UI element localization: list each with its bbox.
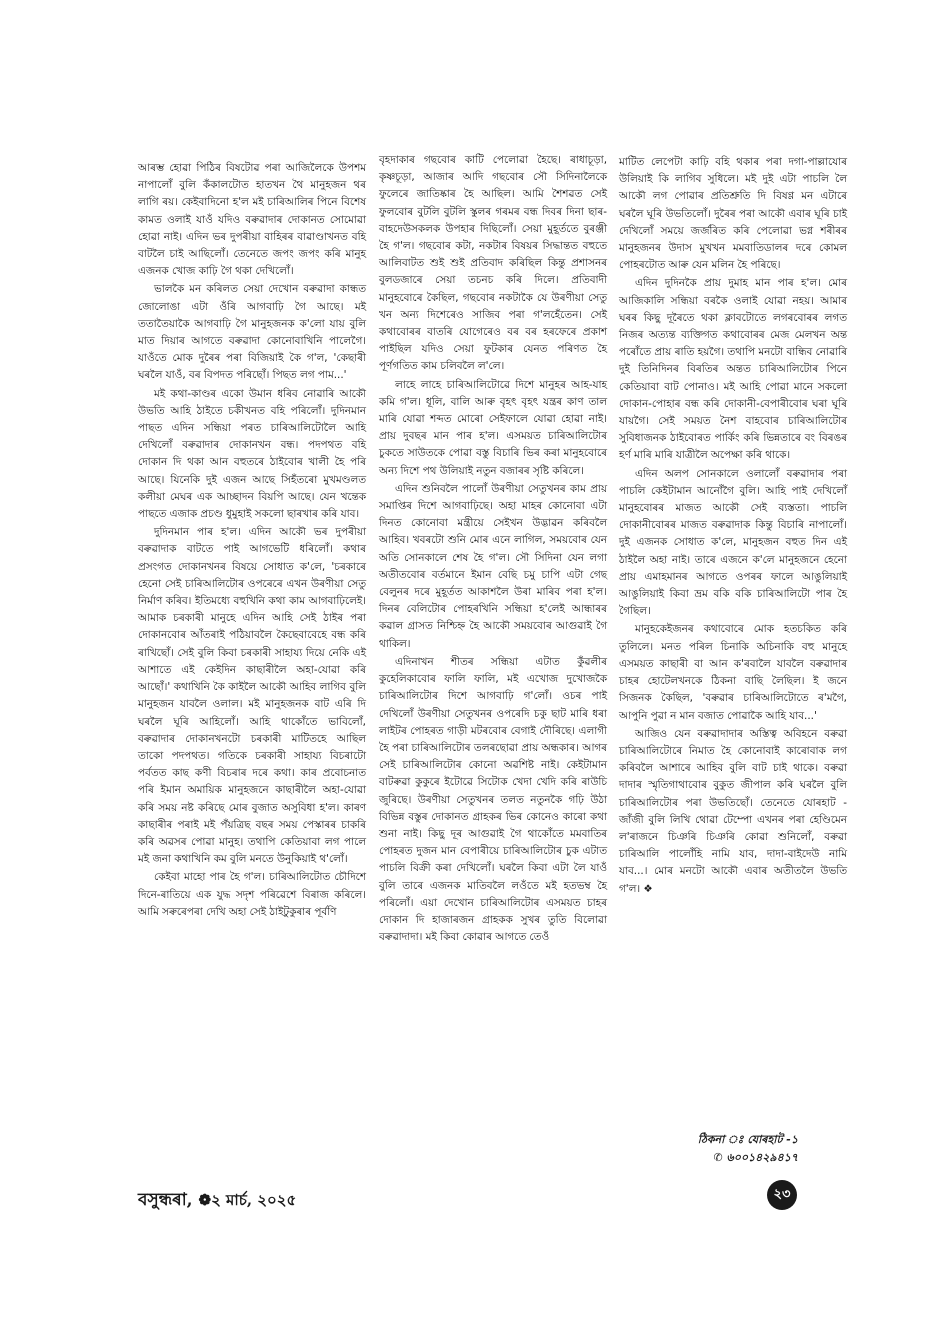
paragraph: ভালকৈ মন কৰিলত সেয়া দেখোন বৰুৱাদা কান্ধত জোলোঙা এটা ওঁৰি আগবাঢ়ি গৈ আছে। মই ততাতৈয়াকৈ আগবাঢ়ি গৈ মানুহজনক ক'লো যায় বুলি মাত দিয়াৰ আগতে বৰুৱাদা কোনোবাখিনি পালেগৈ। যাওঁতে মোক দুৰৈৰ পৰা বিজিয়াই কৈ গ'ল, 'কেছাৰী ঘৰলৈ যাওঁ, বৰ বিপদত পৰিছোঁ। পিছত লগ পাম...' (138, 283, 366, 382)
paragraph: এদিন শুনিবলৈ পালোঁ উৰণীয়া সেতুখনৰ কাম প্ৰায় সমাপ্তিৰ দিশে আগবাঢ়িছে। অহা মাহৰ কোনোবা এটা দিনত কোনোবা মন্ত্ৰীয়ে সেইখন উদ্ভাৱন কৰিবলৈ আহিব। খবৰটো শুনি মোৰ এনে লাগিল, সময়বোৰ যেন অতি সোনকালে শেষ হৈ গ'ল। সৌ সিদিনা যেন লগা অতীতবোৰ বৰ্তমানে ইমান বেছি চমু চাপি এটা গেছ বেলুনৰ দৰে মুহূৰ্তত আকাশলৈ উৰা মাৰিব পৰা হ'ল। দিনৰ বেলিটোৰ পোহৰখিনি সন্ধিয়া হ'লেই আন্ধাৰৰ কৱাল গ্ৰাসত নিশ্চিহ্ন হৈ আকৌ সময়বোৰ আগুৱাই গৈ থাকিল। (379, 482, 607, 650)
issue-date: ❁২ মাৰ্চ, ২০২৫ (198, 1191, 297, 1209)
magazine-name: বসুন্ধৰা, (138, 1190, 193, 1210)
author-address: ঠিকনা ঃ যোৰহাট -১ (697, 1133, 798, 1146)
paragraph: এদিন দুদিনকৈ প্ৰায় দুমাহ মান পাৰ হ'ল। মোৰ আজিকালি সন্ধিয়া বৰকৈ ওলাই যোৱা নহয়। আমাৰ ঘৰৰ কিছু দূৰৈতে থকা ক্লাবটোতে লগৰবোৰৰ লগত নিজৰ অত্যন্ত ব্যক্তিগত কথাবোৰৰ মেজ মেলখন অন্ত পৰোঁতে প্ৰায় ৰাতি হয়গৈ। তথাপি মনটো বান্ধিব নোৱাৰি দুই তিনিদিনৰ বিৰতিৰ অন্তত চাৰিআলিটোৰ পিনে কেতিয়াবা বাট পোনাও। মই আহি পোৱা মানে সকলো দোকান-পোহাৰ বন্ধ কৰি দোকানী-বেপাৰীবোৰ ঘৰা ঘূৰি যায়গৈ। সেই সময়ত নৈশ বাহবোৰ চাৰিআলিটোৰ সুবিধাজনক ঠাইবোৰত পাৰ্কিং কৰি ভিন্নতাৰে বং বিৰঙৰ হৰ্ণ মাৰি মাৰি যাত্ৰীলৈ অপেক্ষা কৰি থাকে। (619, 277, 847, 462)
paragraph: এদিন অলপ সোনকালে ওলালোঁ বৰুৱাদাৰ পৰা পাচলি কেইটামান আনোঁগৈ বুলি। আহি পাই দেখিলোঁ মানুহবোৰৰ মাজত আকৌ সেই ব্যস্ততা। পাচলি দোকানীবোৰৰ মাজত বৰুৱাদাক কিন্তু বিচাৰি নাপালোঁ। দুই এজনক সোধাত ক'লে, মানুহজন বহুত দিন এই ঠাইলৈ অহা নাই। তাৰে এজনে ক'লে মানুহজনে হেনো প্ৰায় এমাহমানৰ আগতে ওপৰৰ ফালে আঙুলিয়াই আঙুলিয়াই কিবা ভ্ৰম বকি বকি চাৰিআলিটো পাৰ হৈ গৈছিল। (619, 467, 847, 618)
author-phone: ✆ ৬০০১৪২৯৪১৭ (713, 1151, 798, 1164)
paragraph: বৃহদাকাৰ গছবোৰ কাটি পেলোৱা হৈছে। ৰাধাচূড়া, কৃষ্ণচূড়া, আজাৰ আদি গছবোৰ সৌ সিদিনালৈকে ফুলেৰে জাতিষ্কাৰ হৈ আছিল। আমি শৈশৱত সেই ফুলবোৰ বুটলি বুটলি স্কুলৰ গৰমৰ বন্ধ দিবৰ দিনা ছাৰ-বাহদেউসকলক উপহাৰ দিছিলোঁ। সেয়া মুহূৰ্ততে বুৰঞ্জী হৈ গ'ল। গছবোৰ কটা, নকটাৰ বিষয়ৰ সিদ্ধান্তত বহুতে আলিবাটত শুই শুই প্ৰতিবাদ কৰিছিল কিন্তু প্ৰশাসনৰ বুলডজাৰে সেয়া তচনচ কৰি দিলে। প্ৰতিবাদী মানুহবোৰে কৈছিল, গছবোৰ নকটাকৈ যে উৰণীয়া সেতু খন অন্য দিশেৰেও সাজিব পৰা গ'লহেঁতেন। সেই কথাবোৰৰ বাতৰি যোগেৰেও বৰ বৰ হৰফেৰে প্ৰকাশ পাইছিল যদিও সেয়া ফুটকাৰ যেনত পৰিণত হৈ পূৰ্ণগতিত কাম চলিবলৈ ল'লে। (379, 154, 607, 373)
page-footer (138, 1187, 296, 1215)
paragraph: কেইবা মাহো পাৰ হৈ গ'ল। চাৰিআলিটোত চৌদিশে দিনে-ৰাতিয়ে এক যুদ্ধ সদৃশ পৰিৱেশে বিৰাজ কৰিলে। আমি সৰুৰেপৰা দেখি অহা সেই ঠাইটুকুৰাৰ পূৰ্বণি (138, 871, 366, 918)
paragraph: মানুহকেইজনৰ কথাবোৰে মোক হতচকিত কৰি তুলিলে। মনত পৰিল চিনাকি অচিনাকি বহু মানুহে এসময়ত কাছাৰী বা আন ক'ৰবালৈ যাবলৈ বৰুৱাদাৰ চাহৰ হোটেলখনকে ঠিকনা বাছি লৈছিল। ই জনে সিজনক কৈছিল, 'বৰুৱাৰ চাৰিআলিটোতে ৰ'মগৈ, আপুনি পুৱা ন মান বজাত পোৱাকৈ আহি যাব...' (619, 623, 847, 722)
paragraph: মাটিত লেপেটা কাঢ়ি বহি থকাৰ পৰা দগা-পাল্লাযোৰ উলিয়াই কি লাগিব সুধিলে। মই দুই এটা পাচলি লৈ আকৌ লগ পোৱাৰ প্ৰতিশ্ৰুতি দি বিষণ্ণ মন এটাৰে ঘৰলৈ ঘূৰি উভতিলোঁ। দুৰৈৰ পৰা আকৌ এবাৰ ঘূৰি চাই দেখিলোঁ সময়ে জৰ্জৰিত কৰি পেলোৱা ভগ্ন শৰীৰৰ মানুহজনৰ উদাস মুখখন মমবাতিডালৰ দৰে কোমল পোহৰটোত আৰু যেন মলিন হৈ পৰিছে। (619, 156, 847, 272)
paragraph: আৰম্ভ হোৱা পিঠিৰ বিষটোৱ পৰা আজিলৈকে উপশম নাপালোঁ বুলি কঁকালটোত হাতখন থৈ মানুহজন থৰ লাগি ৰয়। কেইবাদিনো হ'ল মই চাৰিআলিৰ পিনে বিশেষ কামত ওলাই যাওঁ যদিও বৰুৱাদাৰ দোকানত সোমোৱা হোৱা নাই। এদিন ভৰ দুপৰীয়া বাহিৰৰ বাৱাণ্ডাখনত বহি বাটলৈ চাই আছিলোঁ। তেনেতে জপং জপং কৰি মানুহ এজনক খোজ কাঢ়ি গৈ থকা দেখিলোঁ। (138, 162, 366, 278)
paragraph: দুদিনমান পাৰ হ'ল। এদিন আকৌ ভৰ দুপৰীয়া বৰুৱাদাক বাটতে পাই আগভেটি ধৰিলোঁ। কথাৰ প্ৰসংগত দোকানখনৰ বিষয়ে সোধাত ক'লে, 'চৰকাৰে হেনো সেই চাৰিআলিটোৰ ওপৰেৰে এখন উৰণীয়া সেতু নিৰ্মাণ কৰিব। ইতিমধ্যে বহুখিনি কথা কাম আগবাঢ়িলেই। আমাক চৰকাৰী মানুহে এদিন আহি সেই ঠাইৰ পৰা দোকানবোৰ আঁতৰাই পঠিয়াবলৈ কৈছেবাবেহে বন্ধ কৰি ৰাখিছোঁ। সেই বুলি কিবা চৰকাৰী সাহায্য দিয়ে নেকি এই আশাতে এই কেইদিন কাছাৰীলৈ অহা-যোৱা কৰি আছোঁ।' কথাখিনি কৈ কাইলৈ আকৌ আহিব লাগিব বুলি মানুহজন যাবলৈ ওলাল। মই মানুহজনক বাট এৰি দি ঘৰলৈ ঘূৰি আহিলোঁ। আহি থাকোঁতে ভাবিলোঁ, বৰুৱাদাৰ দোকানখনটো চৰকাৰী মাটিতহে আছিল তাকো পদপথত। গতিকে চৰকাৰী সাহায্য বিচৰাটো পৰ্বতত কাছ কণী বিচৰাৰ দৰে কথা। কাৰ প্ৰবোচনাত পৰি ইমান অমায়িক মানুহজনে কাছাৰীলৈ অহা-যোৱা কৰি সময় নষ্ট কৰিছে মোৰ বুজাত অসুবিধা হ'ল। কাৰণ কাছাৰীৰ পৰাই মই পঁয়ত্ৰিছ বছৰ সময় পেস্কাৰৰ চাকৰি কৰি অৱসৰ পোৱা মানুহ। তথাপি কেতিয়াবা লগ পালে মই জনা কথাখিনি কম বুলি মনতে উনুকিয়াই থ'লোঁ। (138, 526, 366, 866)
text-column-2 (379, 152, 607, 946)
paragraph: লাহে লাহে চাৰিআলিটোৱে দিশে মানুহৰ আহ-যাহ কমি গ'ল। ধূলি, বালি আৰু বৃহৎ বৃহৎ যন্ত্ৰৰ কাণ তাল মাৰি যোৱা শব্দত মোৰো সেইফালে যোৱা হোৱা নাই। প্ৰায় দুবছৰ মান পাৰ হ'ল। এসময়ত চাৰিআলিটোৰ চুকতে সাউতকে পোৱা বস্তু বিচাৰি ভিৰ কৰা মানুহবোৰে অন্য দিশে পথ উলিয়াই নতুন বজাৰৰ সৃষ্টি কৰিলে। (379, 378, 607, 477)
page-number: ২৩ (767, 1180, 797, 1210)
text-column-3 (619, 154, 847, 898)
paragraph: এদিনাখন শীতৰ সন্ধিয়া এটাত কুঁৱলীৰ কুহেলিকাবোৰ ফালি ফালি, মই এখোজ দুখোজকৈ চাৰিআলিটোৰ দিশে আগবাঢ়ি গ'লোঁ। ওচৰ পাই দেখিলোঁ উৰণীয়া সেতুখনৰ ওপৰেদি চকু ছাট মাৰি ধৰা লাইটৰ পোহৰত গাড়ী মটৰবোৰ বেগাই দৌৰিছে। এলাগী হৈ পৰা চাৰিআলিটোৰ তলৰছোৱা প্ৰায় অন্ধকাৰ। আগৰ সেই চাৰিআলিটোৰ কোনো অৱশিষ্ট নাই। কেইটামান বাটৰুৱা কুকুৰে ইটোৱে সিটোক খেদা খেদি কৰি ৰাউচি জুৰিছে। উৰণীয়া সেতুখনৰ তলত নতুনকৈ গঢ়ি উঠা বিভিন্ন বস্তুৰ দোকানত গ্ৰাহকৰ ভিৰ কোনেও কাৰো কথা শুনা নাই। কিছু দূৰ আগুৱাই গৈ থাকোঁতে মমবাতিৰ পোহৰত দুজন মান বেপাৰীয়ে চাৰিআলিটোৰ চুক এটাত পাচলি বিক্ৰী কৰা দেখিলোঁ। ঘৰলৈ কিবা এটা লৈ যাওঁ বুলি তাৰে এজনক মাতিবলৈ লওঁতে মই হতভম্ব হৈ পৰিলোঁ। এয়া দেখোন চাৰিআলিটোৰ এসময়ত চাহৰ দোকান দি হাজাৰজন গ্ৰাহকক সুখৰ তুতি বিলোৱা বৰুৱাদাদা। মই কিবা কোৱাৰ আগতে তেওঁ (379, 655, 607, 944)
text-column-1 (138, 160, 366, 921)
paragraph: মই কথা-কাণ্ডৰ একো উমান ধৰিব নোৱাৰি আকৌ উভতি আহি ঠাইতে চকীখনত বহি পৰিলোঁ। দুদিনমান পাছত এদিন সন্ধিয়া পৰত চাৰিআলিটোলৈ আহি দেখিলোঁ বৰুৱাদাৰ দোকানখন বন্ধ। পদপথত বহি দোকান দি থকা আন বহুতৰে ঠাইবোৰ খালী হৈ পৰি আছে। যিনেকি দুই এজন আছে সিহঁতৰো মুখমণ্ডলত কলীয়া মেঘৰ এক আচ্ছাদন বিয়পি আছে। যেন খন্তেক পাছতে এজাক প্ৰচণ্ড ধুমুহাই সকলো ছাৰখাৰ কৰি যাব। (138, 387, 366, 521)
paragraph: আজিও যেন বৰুৱাদাদাৰ অস্তিত্ব অবিহনে বৰুৱা চাৰিআলিটোৰে নিমাত হৈ কোনোবাই কাৰোবাক লগ কৰিবলৈ আশাৰে আহিব বুলি বাট চাই থাকে। বৰুৱা দাদাৰ স্মৃতিগাথাবোৰ বুকুত জীপাল কৰি ঘৰলৈ বুলি চাৰিআলিটোৰ পৰা উভতিছোঁ। তেনেতে যোৰহাট - জাঁজী বুলি লিখি থোৱা টেম্পো এখনৰ পৰা হেণ্ডিমেন ল'ৰাজনে চিঞৰি চিঞৰি কোৱা শুনিলোঁ, বৰুৱা চাৰিআলি পালোঁহি নামি যাব, দাদা-বাইদেউ নামি যাব...। মোৰ মনটো আকৌ এবাৰ অতীতলৈ উভতি গ'ল। ❖ (619, 727, 847, 895)
